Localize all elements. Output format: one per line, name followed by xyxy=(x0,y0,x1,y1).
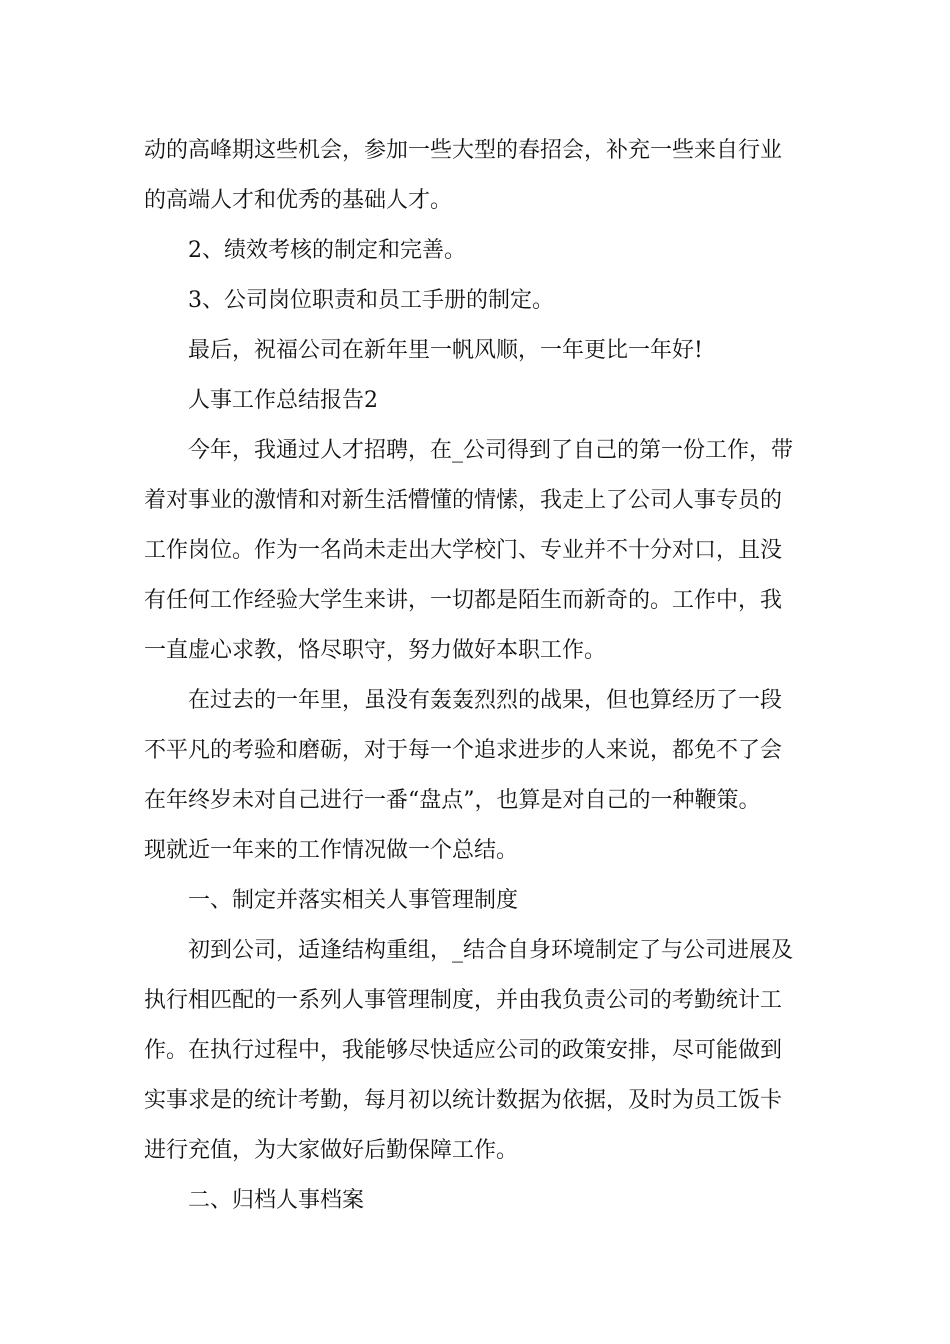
text-line: 实事求是的统计考勤，每月初以统计数据为依据，及时为员工饭卡 xyxy=(144,1088,783,1113)
text-line: 的高端人才和优秀的基础人才。 xyxy=(144,188,453,213)
text-line: 今年，我通过人才招聘，在_公司得到了自己的第一份工作，带 xyxy=(188,438,794,463)
text-line: 现就近一年来的工作情况做一个总结。 xyxy=(144,838,519,863)
subsection-heading: 一、制定并落实相关人事管理制度 xyxy=(188,888,519,913)
text-line: 有任何工作经验大学生来讲，一切都是陌生而新奇的。工作中，我 xyxy=(144,588,783,613)
text-line: 初到公司，适逢结构重组，_结合自身环境制定了与公司进展及 xyxy=(188,938,794,963)
text-line: 不平凡的考验和磨砺，对于每一个追求进步的人来说，都免不了会 xyxy=(144,738,783,763)
text-line: 着对事业的激情和对新生活懵懂的情愫，我走上了公司人事专员的 xyxy=(144,488,783,513)
text-line: 进行充值，为大家做好后勤保障工作。 xyxy=(144,1138,519,1163)
closing-line: 最后，祝福公司在新年里一帆风顺，一年更比一年好! xyxy=(188,338,703,363)
text-line: 一直虚心求教，恪尽职守，努力做好本职工作。 xyxy=(144,638,607,663)
list-item-line: 2、绩效考核的制定和完善。 xyxy=(188,238,466,263)
text-line: 工作岗位。作为一名尚未走出大学校门、专业并不十分对口，且没 xyxy=(144,538,783,563)
text-line: 在年终岁未对自己进行一番“盘点”，也算是对自己的一种鞭策。 xyxy=(144,788,761,813)
section-heading: 人事工作总结报告2 xyxy=(188,388,378,413)
text-line: 作。在执行过程中，我能够尽快适应公司的政策安排，尽可能做到 xyxy=(144,1038,783,1063)
text-line: 执行相匹配的一系列人事管理制度，并由我负责公司的考勤统计工 xyxy=(144,988,783,1013)
list-item-line: 3、公司岗位职责和员工手册的制定。 xyxy=(188,288,554,313)
text-line: 动的高峰期这些机会，参加一些大型的春招会，补充一些来自行业 xyxy=(144,138,783,163)
subsection-heading: 二、归档人事档案 xyxy=(188,1188,365,1213)
text-line: 在过去的一年里，虽没有轰轰烈烈的战果，但也算经历了一段 xyxy=(188,688,783,713)
